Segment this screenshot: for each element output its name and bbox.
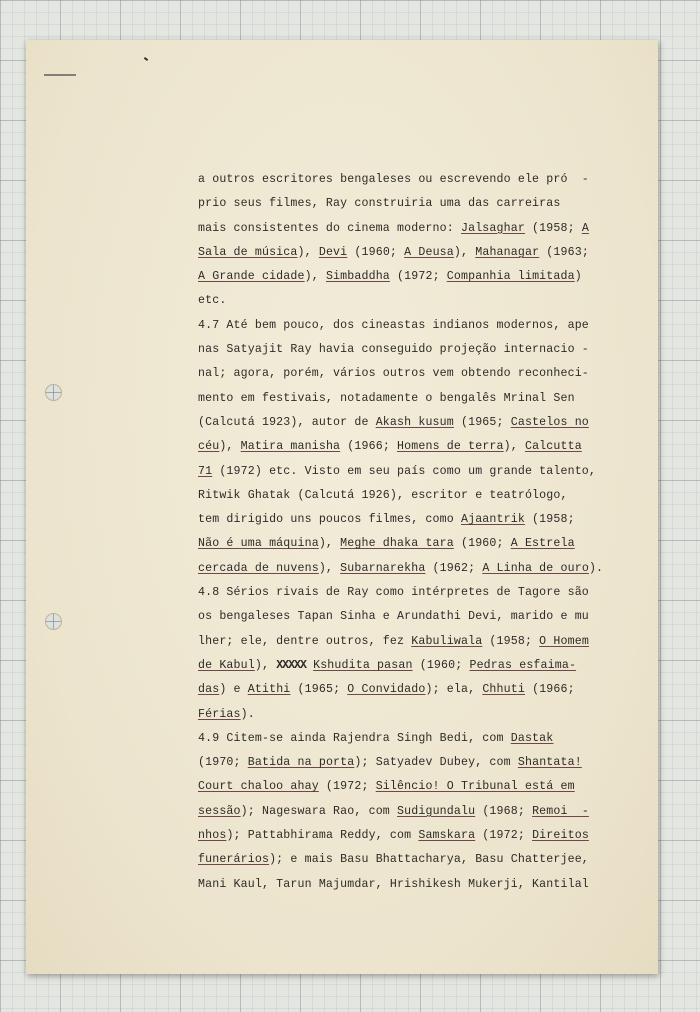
underlined-title: Kshudita pasan <box>313 658 413 672</box>
underlined-title: Matira manisha <box>240 440 341 454</box>
underlined-title: Calcutta <box>524 440 582 454</box>
text-run: ) <box>574 270 582 284</box>
text-line <box>198 727 618 751</box>
underlined-title: Direitos <box>532 829 589 843</box>
text-line <box>198 217 618 241</box>
text-run: (1970; <box>198 756 248 770</box>
text-run: (1958; <box>524 221 582 235</box>
text-line <box>198 484 618 508</box>
text-run: a outros escritores bengaleses ou escrevendo ele pró - <box>198 173 589 186</box>
text-run: (1972) etc. Visto em seu país como um grande talento, <box>212 464 597 478</box>
underlined-title: Férias <box>198 707 241 721</box>
underlined-title: Homens de terra <box>397 440 504 454</box>
underlined-title: Kabuliwala <box>411 634 483 648</box>
text-run: (1965; <box>290 683 348 697</box>
underlined-title: Meghe dhaka tara <box>340 537 454 551</box>
text-line <box>198 873 618 897</box>
underlined-title: cercada de nuvens <box>198 561 319 575</box>
typewritten-page <box>26 40 658 974</box>
underlined-title: Companhia limitada <box>446 270 575 284</box>
text-run: (1958; <box>482 634 540 648</box>
text-run: (1966; <box>340 440 398 454</box>
text-run: (1960; <box>453 537 511 551</box>
text-line <box>198 289 618 313</box>
text-line <box>198 703 618 727</box>
underlined-title: céu <box>198 440 220 454</box>
text-line <box>198 314 618 338</box>
underlined-title: Mahanagar <box>475 245 540 259</box>
underlined-title: das <box>198 683 220 697</box>
underlined-title: Shantata! <box>517 756 582 770</box>
text-line <box>198 678 618 702</box>
text-run: mento em festivais, notadamente o bengalês Mrinal Sen <box>198 391 575 405</box>
underlined-title: de Kabul <box>198 658 255 672</box>
text-line <box>198 435 618 459</box>
underlined-title: Simbaddha <box>325 270 390 284</box>
text-line <box>198 338 618 362</box>
underlined-title: sessão <box>198 804 241 818</box>
text-run: 4.8 Sérios rivais de Ray como intérpretes de Tagore são <box>198 586 589 600</box>
underlined-title: Pedras esfaima- <box>469 658 577 672</box>
text-run: ); Satyadev Dubey, com <box>354 756 518 770</box>
text-run: (1958; <box>524 513 575 527</box>
underlined-title: A Deusa <box>404 245 454 259</box>
text-run: mais consistentes do cinema moderno: <box>198 221 461 235</box>
text-run: prio seus filmes, Ray construiria uma das carreiras <box>198 197 561 211</box>
text-line <box>198 387 618 411</box>
text-run: 4.7 Até bem pouco, dos cineastas indianos modernos, ape <box>198 318 589 332</box>
text-run: ). <box>240 707 255 721</box>
text-run: ); Nageswara Rao, com <box>240 804 398 818</box>
text-run: ), <box>297 245 319 259</box>
text-run: nas Satyajit Ray havia conseguido projeção internacio - <box>198 343 589 357</box>
text-line <box>198 630 618 654</box>
text-line <box>198 532 618 556</box>
underlined-title: Sala de música <box>198 245 298 259</box>
text-run: ); Pattabhirama Reddy, com <box>226 829 419 843</box>
underlined-title: Akash kusum <box>375 415 454 429</box>
text-run: lher; ele, dentre outros, fez <box>198 634 412 648</box>
underlined-title: Jalsaghar <box>460 221 525 235</box>
underlined-title: Atithi <box>247 683 291 697</box>
text-run: ), <box>304 270 326 284</box>
underlined-title: O Convidado <box>347 683 426 697</box>
body-text <box>198 168 618 897</box>
text-run: (1966; <box>524 683 575 697</box>
text-line <box>198 460 618 484</box>
text-run: (1972; <box>389 270 447 284</box>
text-run: ), <box>503 440 525 454</box>
underlined-title: nhos <box>198 829 227 843</box>
underlined-title: funerários <box>198 853 270 867</box>
underlined-title: Silêncio! O Tribunal está em <box>375 780 575 794</box>
text-run: ) e <box>219 683 248 697</box>
underlined-title: O Homem <box>539 634 589 648</box>
text-line <box>198 265 618 289</box>
text-run: (Calcutá 1923), autor de <box>198 415 376 429</box>
pencil-mark <box>44 74 76 76</box>
underlined-title: Samskara <box>418 829 476 843</box>
text-line <box>198 654 618 678</box>
text-run: (1960; <box>412 658 470 672</box>
text-line <box>198 751 618 775</box>
text-run: etc. <box>198 294 227 308</box>
text-run: (1963; <box>539 245 589 259</box>
underlined-title: A <box>581 221 589 235</box>
underlined-title: Batida na porta <box>247 756 355 770</box>
text-run: (1968; <box>475 804 533 818</box>
underlined-title: 71 <box>198 464 213 478</box>
text-line <box>198 508 618 532</box>
text-line <box>198 362 618 386</box>
text-run: 4.9 Citem-se ainda Rajendra Singh Bedi, com <box>198 731 511 745</box>
text-run: (1965; <box>453 415 511 429</box>
text-run: os bengaleses Tapan Sinha e Arundathi Devi, marido e mu <box>198 610 589 624</box>
text-line <box>198 192 618 216</box>
text-line <box>198 411 618 435</box>
text-run: Mani Kaul, Tarun Majumdar, Hrishikesh Mukerji, Kantilal <box>198 877 589 891</box>
underlined-title: Chhuti <box>482 683 525 697</box>
underlined-title: A Estrela <box>510 537 575 551</box>
text-run: ), <box>318 561 341 575</box>
text-run: ), <box>453 245 476 259</box>
text-run: (1960; <box>347 245 405 259</box>
text-line <box>198 581 618 605</box>
text-line <box>198 824 618 848</box>
underlined-title: Castelos no <box>510 415 589 429</box>
punch-hole <box>45 613 62 630</box>
text-run: ), <box>219 440 241 454</box>
underlined-title: Remoi - <box>532 804 589 818</box>
underlined-title: Ajaantrik <box>460 513 525 527</box>
underlined-title: A Grande cidade <box>198 270 305 284</box>
underlined-title: A Linha de ouro <box>482 561 589 575</box>
text-run: nal; agora, porém, vários outros vem obtendo reconheci- <box>198 367 589 381</box>
text-run: Ritwik Ghatak (Calcutá 1926), escritor e teatrólogo, <box>198 488 568 502</box>
text-line <box>198 557 618 581</box>
punch-hole <box>45 384 62 401</box>
struck-out-text: XXXXX <box>276 658 306 672</box>
underlined-title: Devi <box>318 245 348 259</box>
text-run: (1972; <box>318 780 376 794</box>
text-run: ). <box>588 561 604 575</box>
underlined-title: Dastak <box>510 731 554 745</box>
text-line <box>198 775 618 799</box>
text-run: (1972; <box>475 829 533 843</box>
text-run: ), <box>318 537 341 551</box>
text-line <box>198 168 618 192</box>
underlined-title: Sudigundalu <box>397 804 476 818</box>
underlined-title: Subarnarekha <box>340 561 426 575</box>
text-line <box>198 800 618 824</box>
text-line <box>198 241 618 265</box>
ink-tick <box>144 57 148 61</box>
text-run: ), <box>254 658 277 672</box>
underlined-title: Não é uma máquina <box>198 537 319 551</box>
text-run: (1962; <box>425 561 483 575</box>
text-run: ); ela, <box>425 683 483 697</box>
text-run: ); e mais Basu Bhattacharya, Basu Chatterjee, <box>269 853 589 867</box>
text-run: tem dirigido uns poucos filmes, como <box>198 513 461 527</box>
text-line <box>198 605 618 629</box>
text-line <box>198 848 618 872</box>
underlined-title: Court chaloo ahay <box>198 780 319 794</box>
